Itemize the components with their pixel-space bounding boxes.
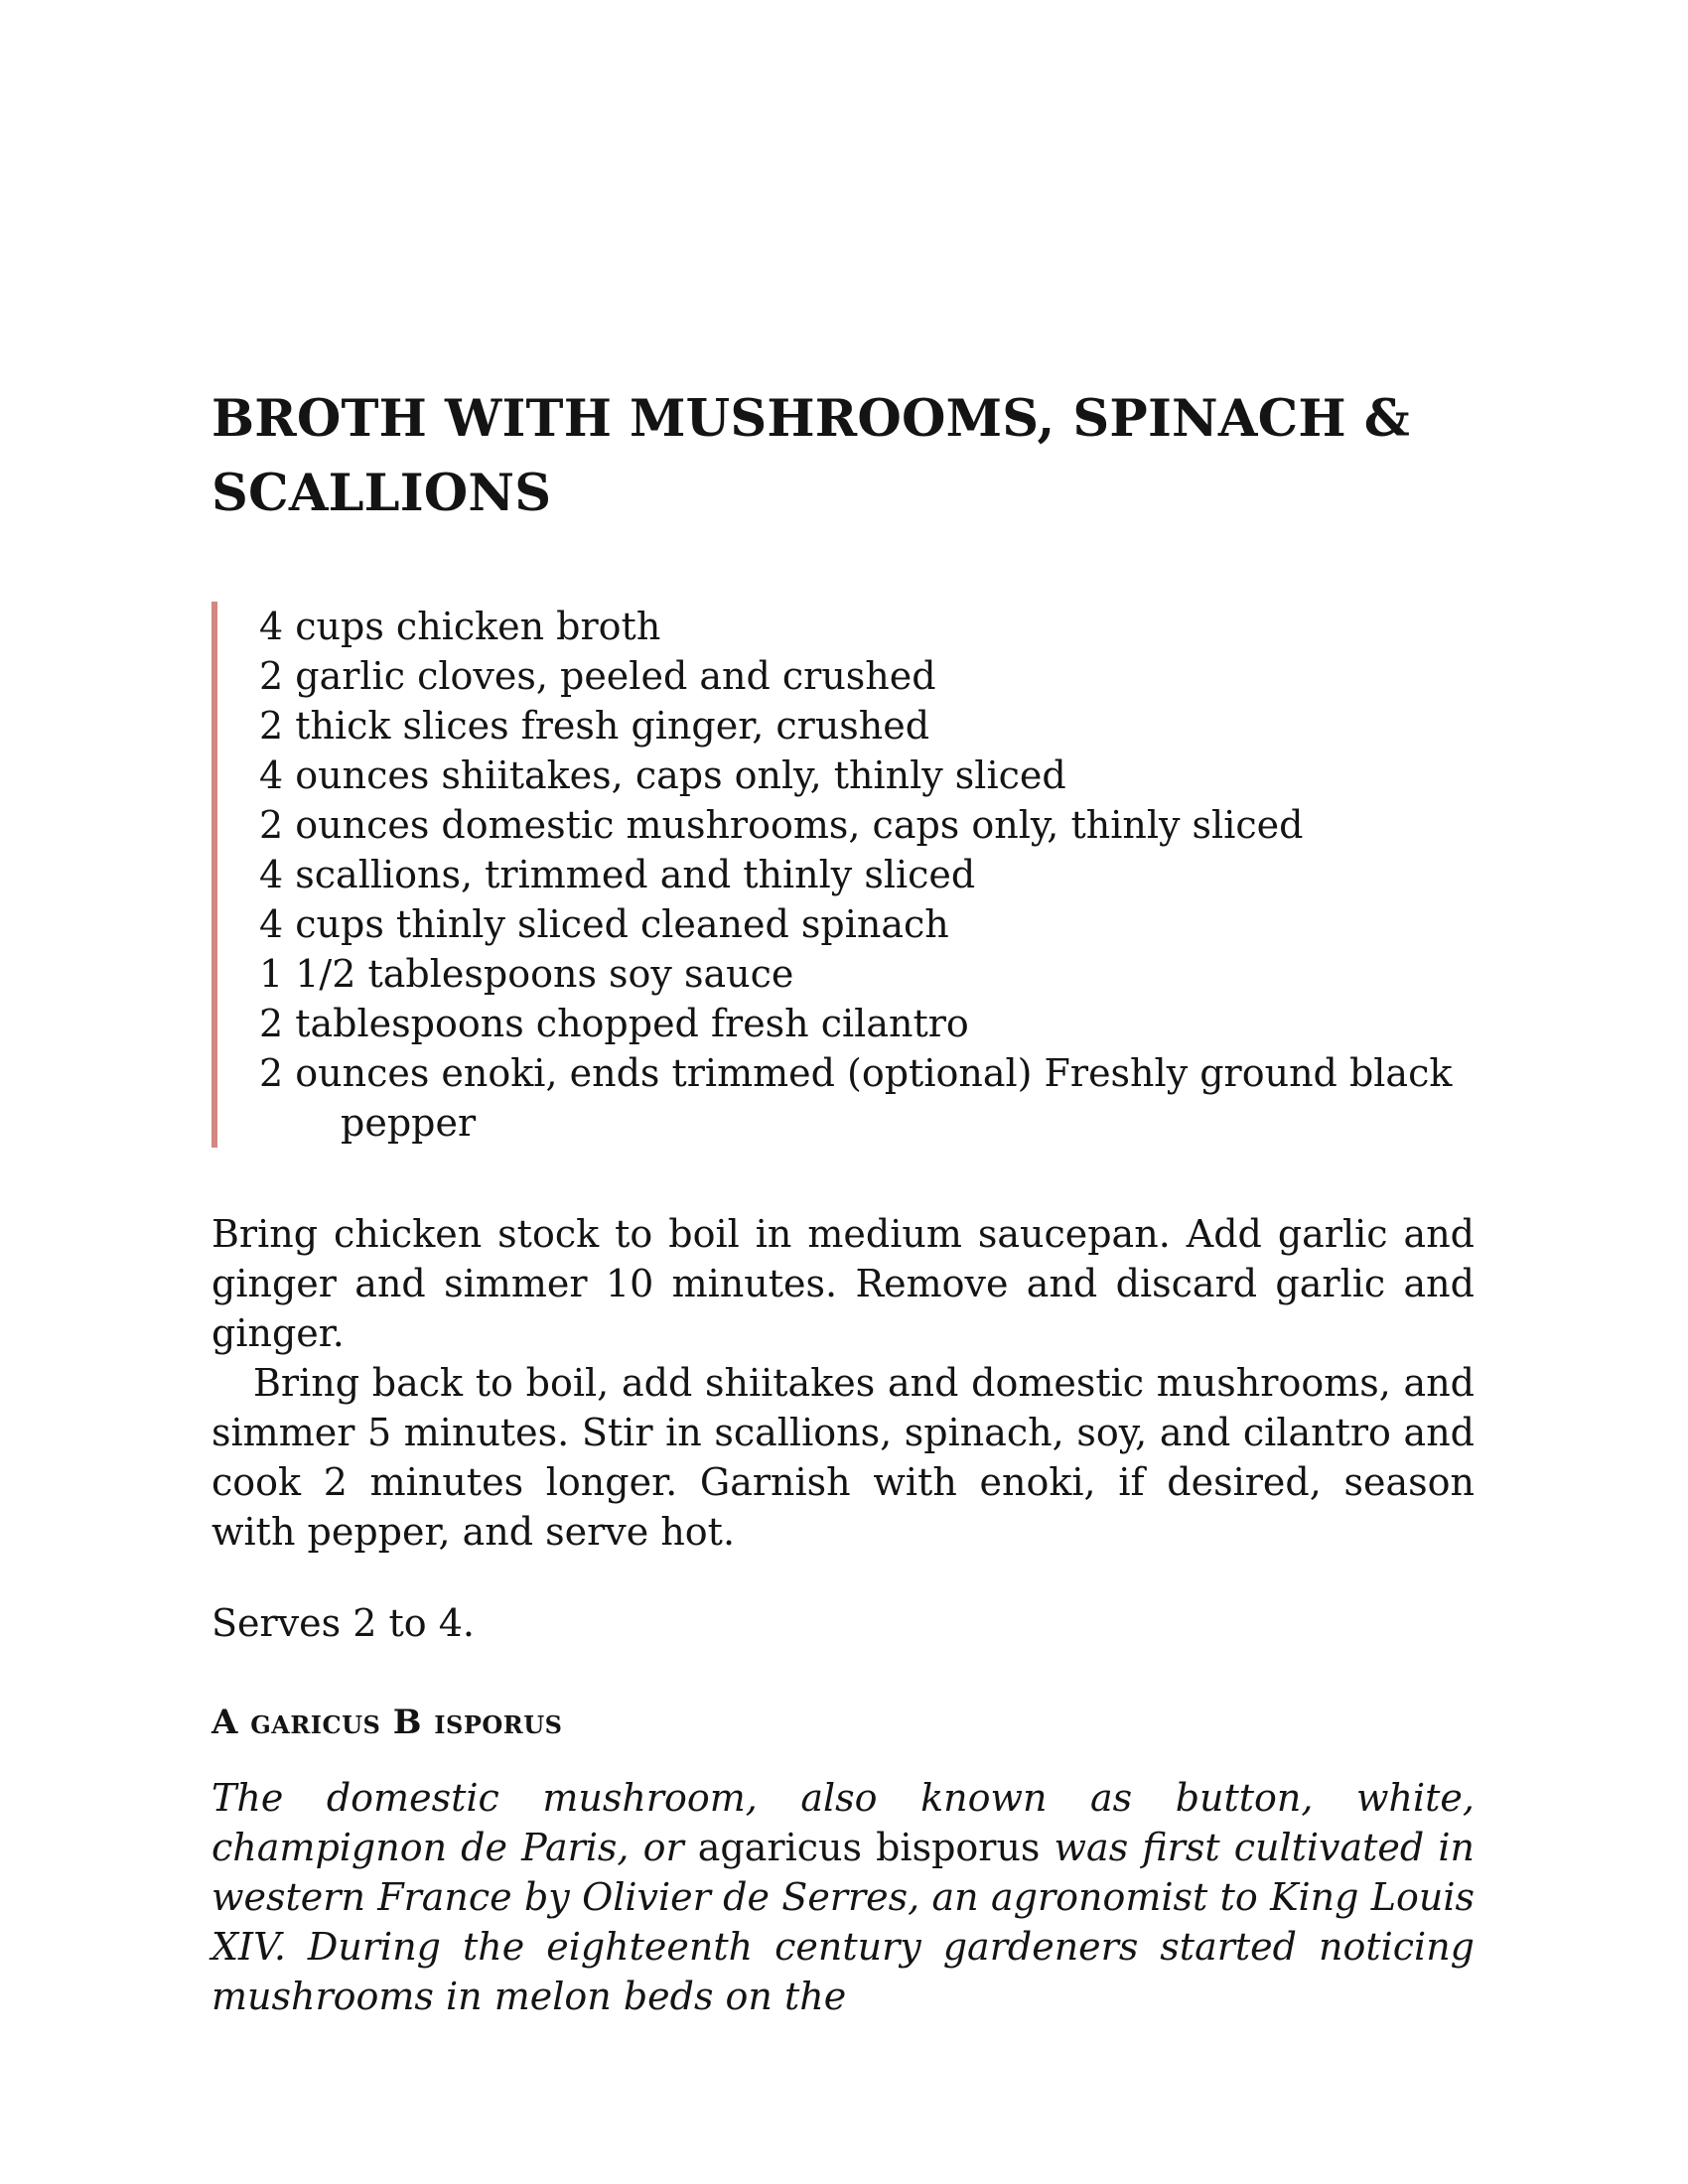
ingredient-item: 1 1/2 tablespoons soy sauce [259, 952, 794, 996]
recipe-method [211, 1209, 1475, 1557]
ingredient-item: 2 tablespoons chopped fresh cilantro [259, 1002, 969, 1045]
ingredient-item: 2 thick slices fresh ginger, crushed [259, 704, 930, 748]
method-paragraph: Bring back to boil, add shiitakes and domestic mushrooms, and simmer 5 minutes. Stir in scallions, spinach, soy, and cilantro and cook 2 minutes longer. Garnish with enoki, if desired, season with pepper, and serve hot. [211, 1361, 1475, 1554]
ingredient-item: 2 ounces domestic mushrooms, caps only, thinly sliced [259, 803, 1304, 847]
ingredient-item: 2 ounces enoki, ends trimmed (optional) Freshly ground black pepper [259, 1051, 1453, 1145]
serves-note: Serves 2 to 4. [211, 1601, 475, 1645]
note-species-name: agaricus bisporus [697, 1826, 1041, 1869]
ingredient-item: 4 cups thinly sliced cleaned spinach [259, 902, 949, 946]
ingredient-item: 4 cups chicken broth [259, 605, 661, 648]
ingredient-item: 4 ounces shiitakes, caps only, thinly sliced [259, 753, 1066, 797]
recipe-page [211, 382, 1475, 2021]
method-paragraph: Bring chicken stock to boil in medium saucepan. Add garlic and ginger and simmer 10 minutes. Remove and discard garlic and ginger. [211, 1212, 1475, 1355]
ingredient-item: 2 garlic cloves, peeled and crushed [259, 654, 936, 698]
ingredient-item: 4 scallions, trimmed and thinly sliced [259, 853, 976, 896]
ingredient-list [211, 602, 1475, 1148]
section-heading: A garicus B isporus [211, 1703, 563, 1742]
note-text: The domestic mushroom, also known as button, white, champignon de Paris, or [211, 1776, 1475, 1869]
note-text: was first cultivated in western France by Olivier de Serres, an agronomist to King Louis XIV. During the eighteenth century gardeners started noticing mushrooms in melon beds on the [211, 1826, 1475, 2018]
mushroom-note [211, 1773, 1475, 2021]
recipe-title: BROTH WITH MUSHROOMS, SPINACH & SCALLIONS [211, 389, 1410, 523]
